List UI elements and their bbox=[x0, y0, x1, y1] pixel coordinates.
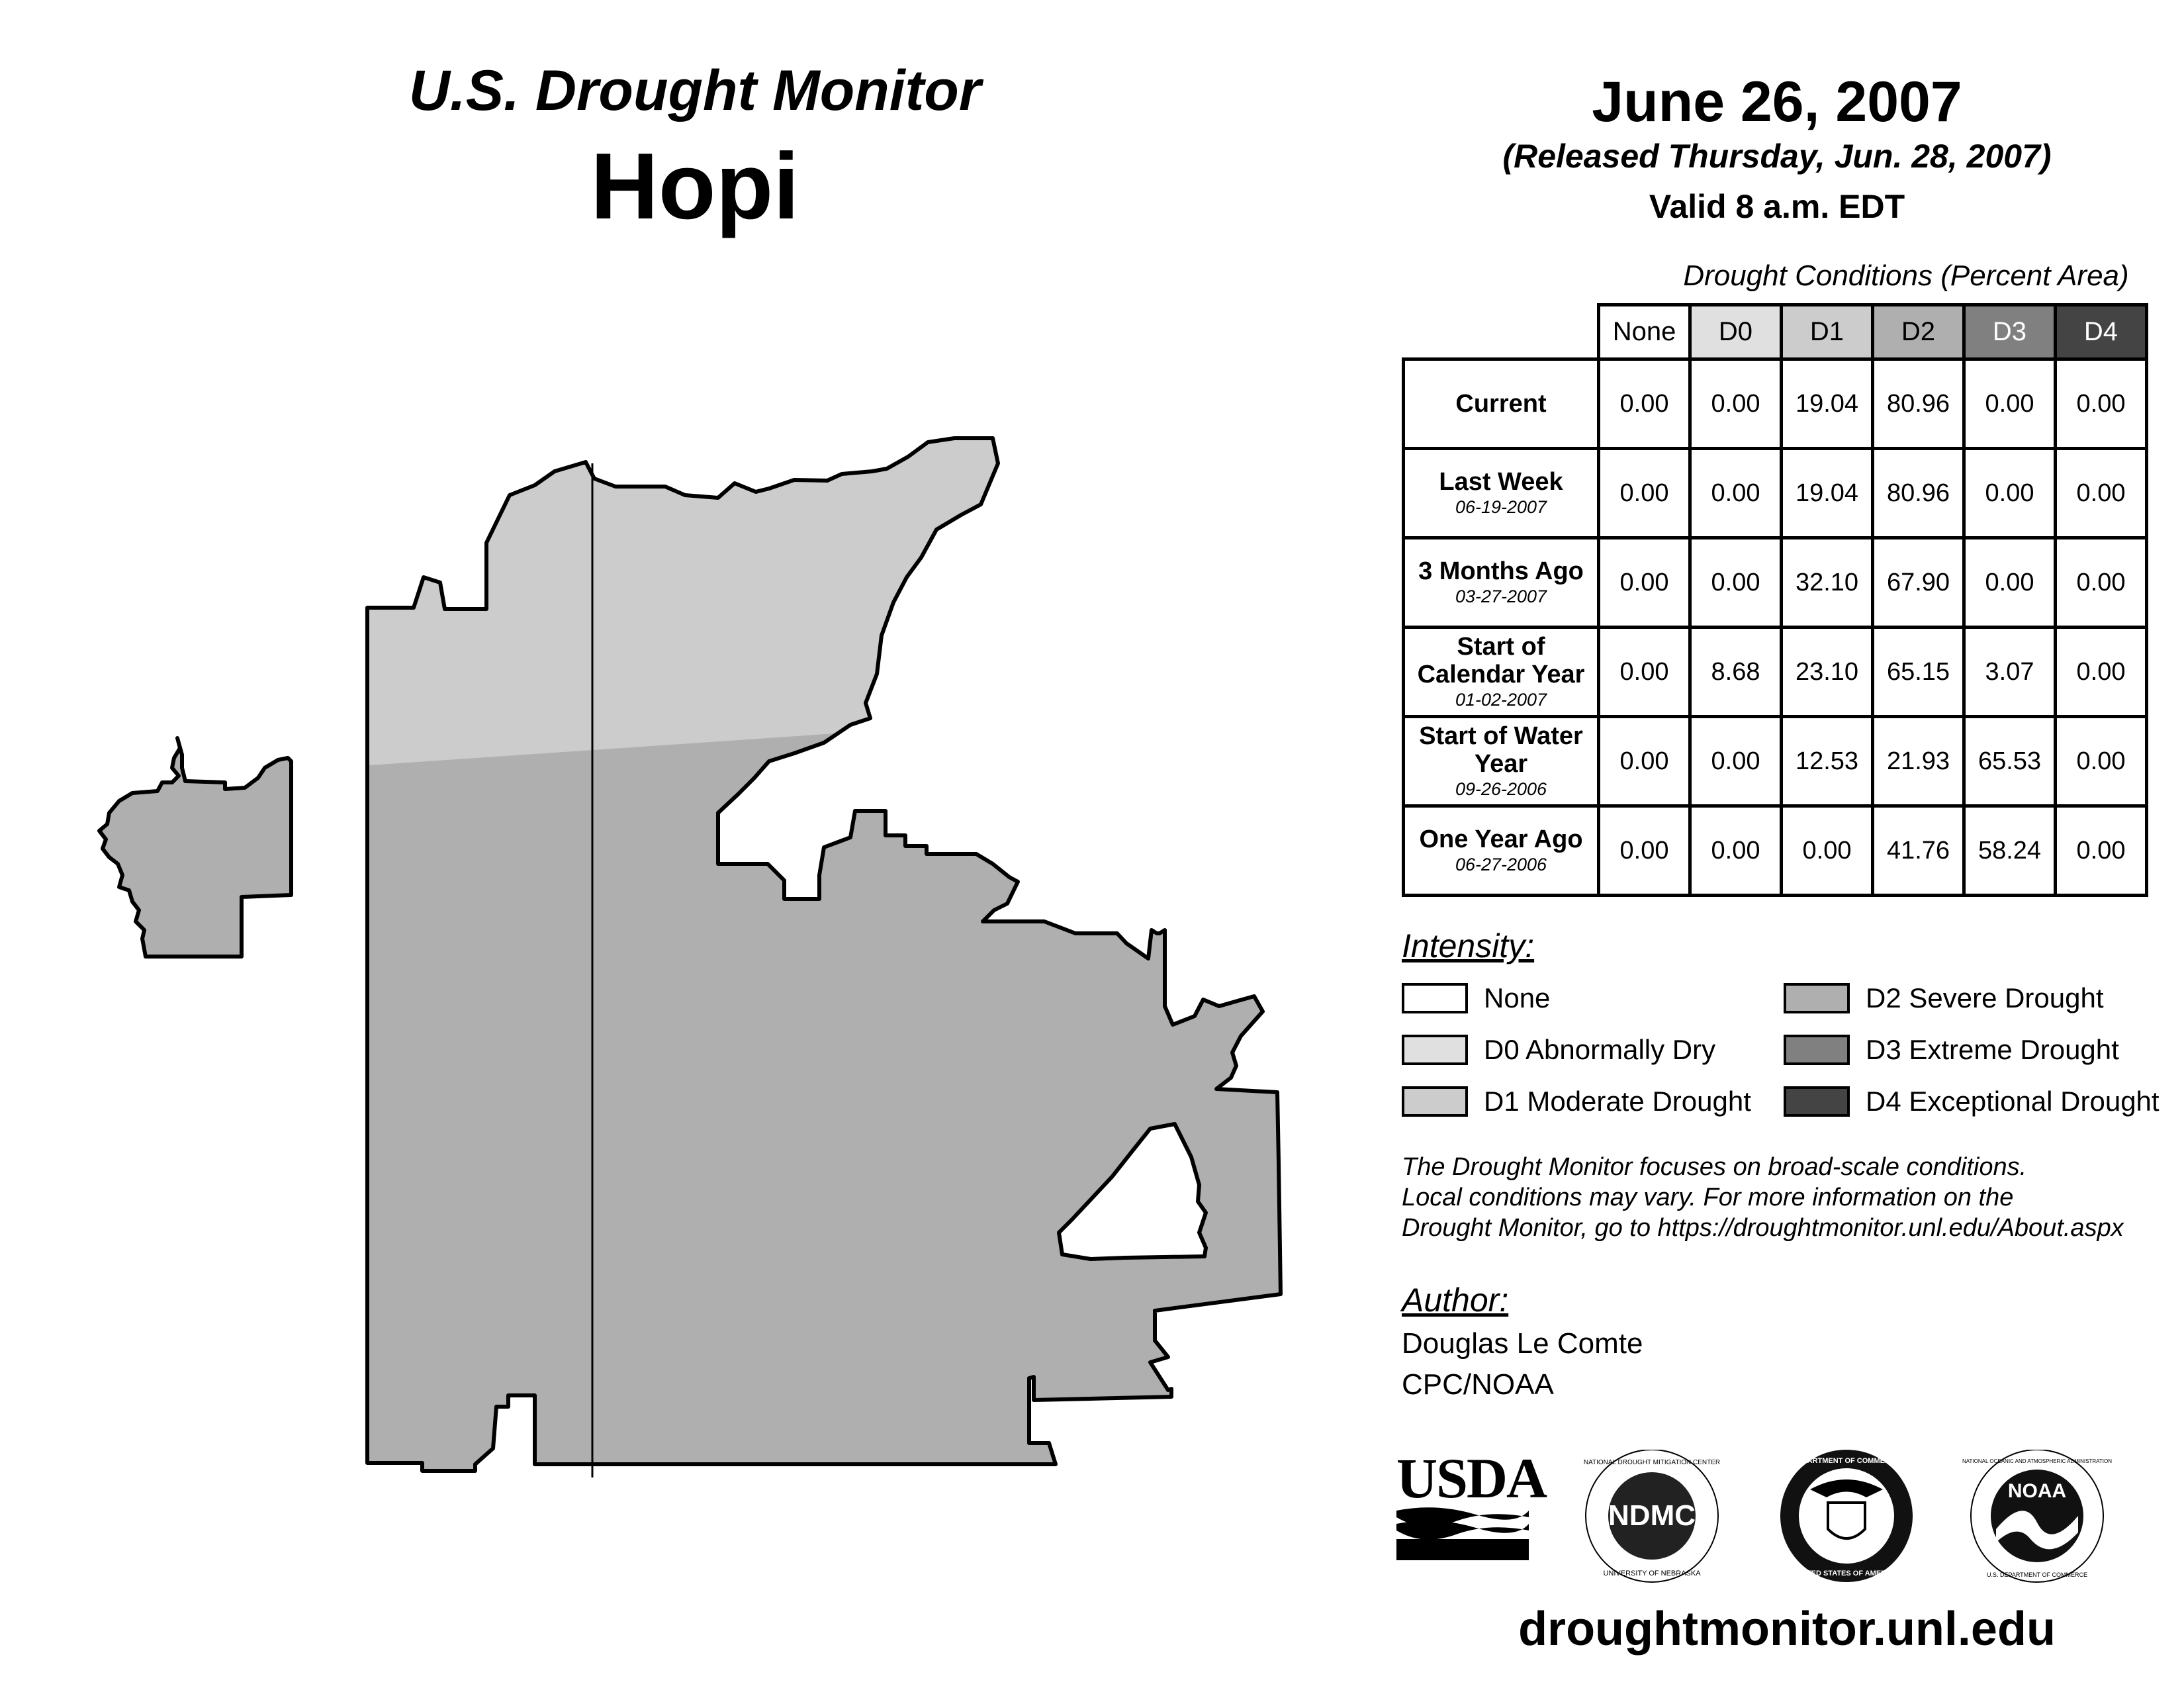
row-label-text: Start of Calendar Year bbox=[1417, 633, 1585, 688]
author-name: Douglas Le Comte bbox=[1402, 1327, 1643, 1360]
table-cell: 80.96 bbox=[1873, 449, 1964, 538]
table-cell: 8.68 bbox=[1690, 628, 1782, 717]
table-cell: 0.00 bbox=[1782, 806, 1873, 896]
legend-swatch bbox=[1402, 1035, 1468, 1065]
table-cell: 65.15 bbox=[1873, 628, 1964, 717]
table-cell: 0.00 bbox=[2056, 717, 2147, 806]
legend-label: D3 Extreme Drought bbox=[1866, 1034, 2119, 1065]
table-row bbox=[1404, 717, 2147, 806]
usda-logo bbox=[1396, 1450, 1547, 1560]
noaa-ring-bottom-text: U.S. DEPARTMENT OF COMMERCE bbox=[1986, 1571, 2088, 1578]
legend-item-d2 bbox=[1784, 980, 2160, 1017]
row-label-date: 06-19-2007 bbox=[1455, 497, 1547, 517]
legend-swatch bbox=[1402, 983, 1468, 1013]
table-row bbox=[1404, 359, 2147, 449]
noaa-ring-text: NATIONAL OCEANIC AND ATMOSPHERIC ADMINISTRATION bbox=[1962, 1458, 2112, 1464]
col-d3: D3 bbox=[1964, 305, 2056, 359]
disclaimer-line: Drought Monitor, go to https://droughtmonitor.unl.edu/About.aspx bbox=[1402, 1214, 2124, 1242]
table-cell: 0.00 bbox=[1964, 449, 2056, 538]
table-cell: 0.00 bbox=[1690, 806, 1782, 896]
row-label-text: Current bbox=[1455, 390, 1547, 418]
ndmc-text: NDMC bbox=[1608, 1499, 1696, 1532]
report-date: June 26, 2007 bbox=[1592, 70, 1962, 134]
ndmc-logo bbox=[1584, 1450, 1720, 1582]
row-label bbox=[1404, 806, 1599, 896]
ndmc-ring-text: NATIONAL DROUGHT MITIGATION CENTER bbox=[1583, 1459, 1721, 1466]
table-cell: 0.00 bbox=[1690, 449, 1782, 538]
table-cell: 12.53 bbox=[1782, 717, 1873, 806]
legend-label: D0 Abnormally Dry bbox=[1484, 1034, 1716, 1065]
table-cell: 0.00 bbox=[2056, 538, 2147, 628]
agency-logos bbox=[1396, 1450, 2177, 1595]
noaa-logo bbox=[1962, 1450, 2112, 1582]
commerce-shield bbox=[1828, 1503, 1865, 1538]
drought-conditions-table bbox=[1402, 303, 2148, 897]
disclaimer-line: Local conditions may vary. For more information on the bbox=[1402, 1184, 2014, 1211]
col-d4: D4 bbox=[2056, 305, 2147, 359]
table-header-row bbox=[1404, 305, 2147, 359]
table-cell: 0.00 bbox=[1964, 538, 2056, 628]
col-d2: D2 bbox=[1873, 305, 1964, 359]
valid-time: Valid 8 a.m. EDT bbox=[1649, 188, 1905, 225]
table-cell: 65.53 bbox=[1964, 717, 2056, 806]
table-cell: 32.10 bbox=[1782, 538, 1873, 628]
table-cell: 41.76 bbox=[1873, 806, 1964, 896]
legend-title: Intensity: bbox=[1402, 927, 1535, 964]
col-d0: D0 bbox=[1690, 305, 1782, 359]
table-cell: 0.00 bbox=[1599, 717, 1690, 806]
legend-label: D2 Severe Drought bbox=[1866, 982, 2104, 1013]
table-cell: 0.00 bbox=[1599, 359, 1690, 449]
commerce-ring-text: DEPARTMENT OF COMMERCE bbox=[1792, 1457, 1901, 1465]
legend-item-d1 bbox=[1402, 1083, 1751, 1120]
map-subtitle: U.S. Drought Monitor bbox=[408, 59, 981, 122]
legend-label: None bbox=[1484, 982, 1551, 1013]
legend-item-d4 bbox=[1784, 1083, 2160, 1120]
table-row bbox=[1404, 538, 2147, 628]
table-cell: 0.00 bbox=[1690, 359, 1782, 449]
usda-bar bbox=[1396, 1539, 1529, 1560]
usda-stripe bbox=[1396, 1521, 1529, 1540]
row-label-text: One Year Ago bbox=[1419, 825, 1583, 853]
table-cell: 58.24 bbox=[1964, 806, 2056, 896]
legend-item-none bbox=[1402, 980, 1751, 1017]
table-cell: 0.00 bbox=[2056, 449, 2147, 538]
legend-column-left bbox=[1402, 980, 1751, 1120]
table-cell: 0.00 bbox=[1599, 806, 1690, 896]
table-cell: 19.04 bbox=[1782, 449, 1873, 538]
row-label-date: 09-26-2006 bbox=[1455, 779, 1547, 799]
website-url[interactable]: droughtmonitor.unl.edu bbox=[1518, 1603, 2056, 1656]
noaa-text: NOAA bbox=[2007, 1480, 2067, 1502]
map-title: Hopi bbox=[590, 134, 799, 239]
disclaimer-line: The Drought Monitor focuses on broad-scale conditions. bbox=[1402, 1153, 2027, 1181]
legend-swatch bbox=[1784, 1035, 1850, 1065]
table-cell: 0.00 bbox=[2056, 628, 2147, 717]
table-cell: 21.93 bbox=[1873, 717, 1964, 806]
table-cell: 0.00 bbox=[1599, 628, 1690, 717]
legend-column-right bbox=[1784, 980, 2160, 1120]
table-cell: 80.96 bbox=[1873, 359, 1964, 449]
row-label-date: 06-27-2006 bbox=[1455, 855, 1547, 874]
table-cell: 0.00 bbox=[1599, 538, 1690, 628]
table-cell: 0.00 bbox=[1690, 717, 1782, 806]
author-org: CPC/NOAA bbox=[1402, 1368, 1554, 1401]
table-cell: 0.00 bbox=[2056, 359, 2147, 449]
row-label bbox=[1404, 538, 1599, 628]
row-label bbox=[1404, 717, 1599, 806]
legend-item-d3 bbox=[1784, 1031, 2160, 1068]
row-label bbox=[1404, 359, 1599, 449]
table-cell: 19.04 bbox=[1782, 359, 1873, 449]
row-label bbox=[1404, 449, 1599, 538]
row-label-date: 01-02-2007 bbox=[1455, 690, 1547, 710]
col-d1: D1 bbox=[1782, 305, 1873, 359]
author-title: Author: bbox=[1402, 1282, 1509, 1319]
legend-label: D1 Moderate Drought bbox=[1484, 1086, 1751, 1117]
legend-swatch bbox=[1784, 1086, 1850, 1117]
row-label bbox=[1404, 628, 1599, 717]
table-cell: 67.90 bbox=[1873, 538, 1964, 628]
row-label-text: 3 Months Ago bbox=[1418, 557, 1584, 585]
row-label-date: 03-27-2007 bbox=[1455, 586, 1547, 606]
ndmc-ring-bottom-text: UNIVERSITY OF NEBRASKA bbox=[1603, 1570, 1701, 1577]
legend-swatch bbox=[1784, 983, 1850, 1013]
table-caption: Drought Conditions (Percent Area) bbox=[1683, 259, 2129, 292]
west-parcel bbox=[99, 738, 291, 957]
row-label-text: Start of Water Year bbox=[1419, 722, 1583, 778]
table-row bbox=[1404, 449, 2147, 538]
col-none: None bbox=[1599, 305, 1690, 359]
legend-item-d0 bbox=[1402, 1031, 1751, 1068]
table-cell: 3.07 bbox=[1964, 628, 2056, 717]
usda-wordmark: USDA bbox=[1396, 1450, 1547, 1510]
table-cell: 0.00 bbox=[1690, 538, 1782, 628]
main-hopi-region bbox=[331, 397, 1324, 1523]
table-corner bbox=[1404, 305, 1599, 359]
commerce-ring-bottom-text: UNITED STATES OF AMERICA bbox=[1794, 1570, 1899, 1577]
legend-swatch bbox=[1402, 1086, 1468, 1117]
table-row bbox=[1404, 806, 2147, 896]
disclaimer bbox=[1402, 1152, 2169, 1243]
table-cell: 23.10 bbox=[1782, 628, 1873, 717]
row-label-text: Last Week bbox=[1439, 468, 1563, 496]
table-cell: 0.00 bbox=[2056, 806, 2147, 896]
table-cell: 0.00 bbox=[1964, 359, 2056, 449]
table-row bbox=[1404, 628, 2147, 717]
release-date: (Released Thursday, Jun. 28, 2007) bbox=[1502, 138, 2052, 175]
commerce-seal bbox=[1780, 1450, 1913, 1582]
legend-label: D4 Exceptional Drought bbox=[1866, 1086, 2160, 1117]
table-cell: 0.00 bbox=[1599, 449, 1690, 538]
